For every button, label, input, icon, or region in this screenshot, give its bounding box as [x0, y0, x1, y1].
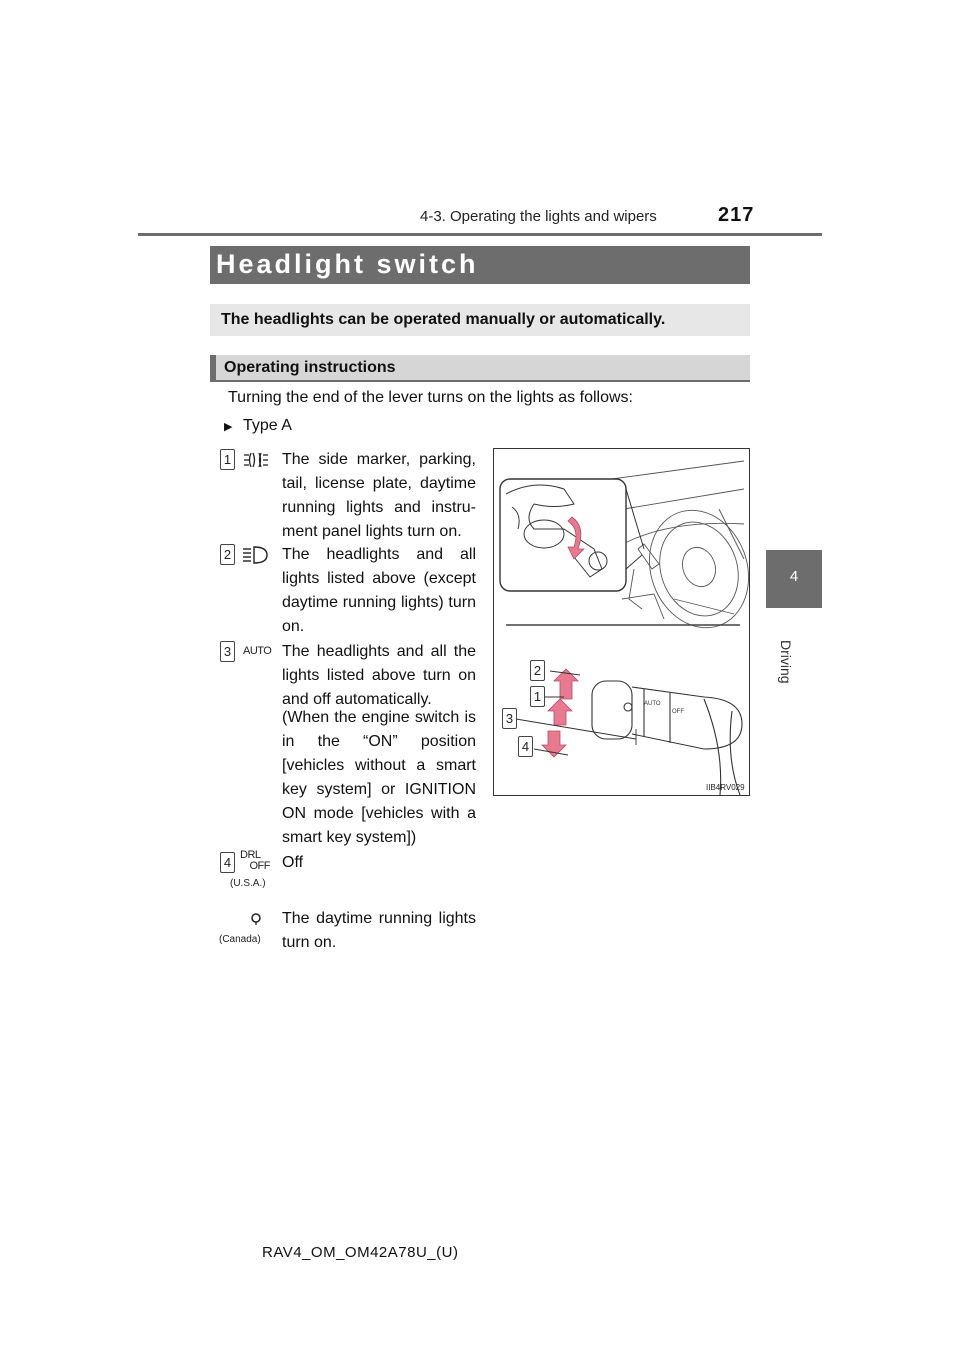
item-number-3: 3	[220, 641, 235, 662]
drl-label: DRL	[240, 849, 261, 861]
item-1-text: The side marker, parking, tail, license plate, daytime running lights and instru-ment panel lights turn on.	[282, 451, 476, 540]
type-arrow-icon: ▶	[224, 421, 233, 433]
item-number-2: 2	[220, 544, 235, 565]
subheading-rule	[210, 380, 750, 382]
chapter-label: Driving	[778, 640, 794, 684]
region-canada: (Canada)	[219, 934, 261, 945]
svg-text:AUTO: AUTO	[644, 701, 661, 707]
figure-callout-1: 1	[530, 686, 545, 707]
item-3-note: (When the engine switch is in the “ON” position [vehicles without a smart key system] or IGNITION ON mode [vehicles with a smart key system])	[282, 709, 476, 846]
headlight-icon	[242, 545, 268, 570]
figure-callout-3: 3	[502, 708, 517, 729]
figure-callout-4: 4	[518, 736, 533, 757]
page-title: Headlight switch	[216, 249, 479, 279]
side-marker-lights-icon	[242, 451, 270, 474]
o-symbol-icon	[250, 912, 262, 931]
lead-text: Turning the end of the lever turns on the lights as follows:	[228, 389, 633, 406]
intro-text: The headlights can be operated manually or automatically.	[221, 311, 666, 328]
region-usa: (U.S.A.)	[230, 878, 266, 889]
header-rule	[138, 233, 822, 236]
item-3-text: The headlights and all the lights listed above turn on and off automatically.	[282, 643, 476, 708]
auto-icon: AUTO	[243, 645, 272, 657]
figure-callout-2: 2	[530, 660, 545, 681]
item-number-4: 4	[220, 852, 235, 873]
item-5-text: The daytime running lights turn on.	[282, 910, 476, 951]
item-number-1: 1	[220, 449, 235, 470]
svg-text:OFF: OFF	[672, 709, 684, 715]
item-4-text: Off	[282, 854, 304, 871]
page-number: 217	[718, 204, 755, 226]
chapter-label-wrapper	[772, 640, 816, 720]
figure-code: IIB4RV029	[706, 783, 745, 792]
section-heading: 4-3. Operating the lights and wipers	[420, 208, 657, 225]
drl-off-icon	[240, 850, 270, 872]
chapter-number: 4	[789, 568, 799, 585]
footer-doc-id: RAV4_OM_OM42A78U_(U)	[262, 1244, 459, 1261]
item-2-text: The headlights and all lights listed above (except daytime running lights) turn on.	[282, 546, 476, 635]
type-label: Type A	[243, 417, 292, 434]
subheading: Operating instructions	[224, 359, 396, 376]
off-label: OFF	[249, 860, 270, 872]
